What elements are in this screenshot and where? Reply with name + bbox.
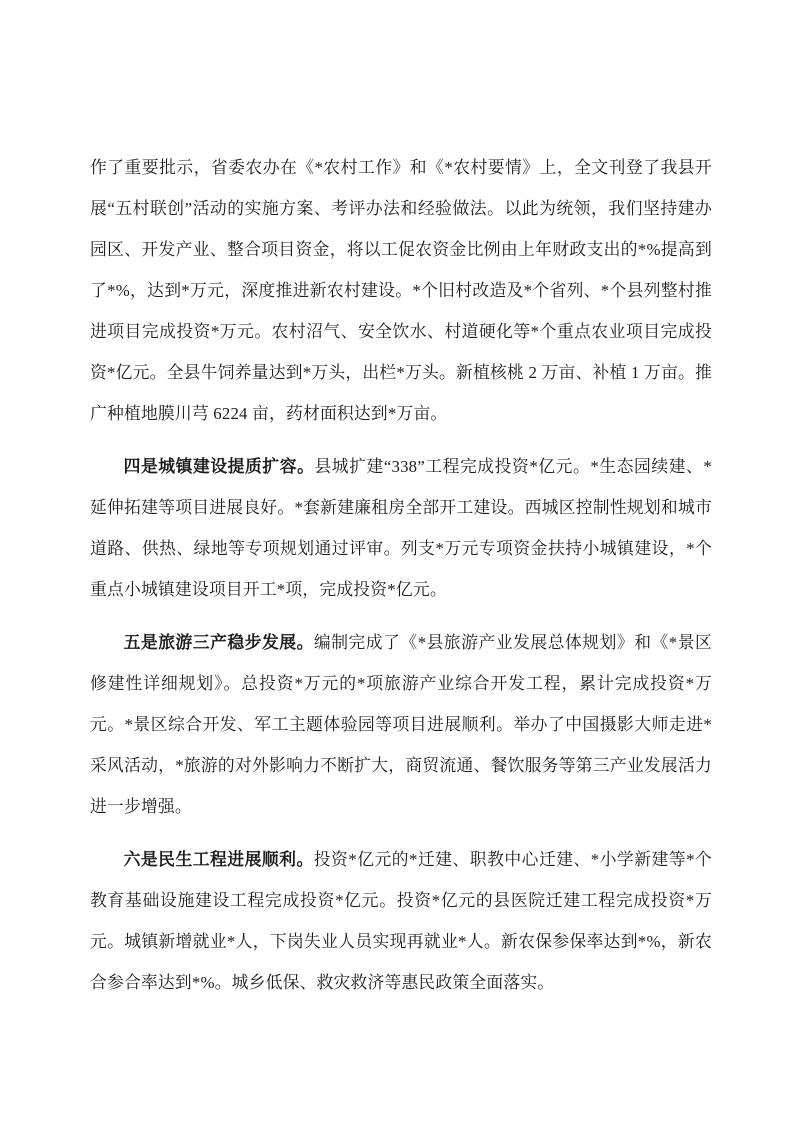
- paragraph-body: 县城扩建“338”工程完成投资*亿元。*生态园续建、*延伸拓建等项目进展良好。*套新建廉租房全部开工建设。西城区控制性规划和城市道路、供热、绿地等专项规划通过评审。列支*万元专项资金扶持小城镇建设，*个重点小城镇建设项目开工*项，完成投资*亿元。: [90, 457, 712, 599]
- paragraph-heading: 五是旅游三产稳步发展。: [123, 633, 314, 652]
- paragraph-heading: 四是城镇建设提质扩容。: [123, 457, 315, 476]
- document-content: [90, 147, 712, 1003]
- paragraph-livelihood-projects: [90, 839, 712, 1003]
- paragraph-urban-construction: [90, 446, 712, 610]
- paragraph-body: 编制完成了《*县旅游产业发展总体规划》和《*景区修建性详细规划》。总投资*万元的*项旅游产业综合开发工程，累计完成投资*万元。*景区综合开发、军工主题体验园等项目进展顺利。举办了中国摄影大师走进*采风活动，*旅游的对外影响力不断扩大，商贸流通、餐饮服务等第三产业发展活力进一步增强。: [90, 633, 713, 816]
- paragraph-continuation: [90, 147, 712, 434]
- paragraph-body: 投资*亿元的*迁建、职教中心迁建、*小学新建等*个教育基础设施建设工程完成投资*亿元。投资*亿元的县医院迁建工程完成投资*万元。城镇新增就业*人，下岗失业人员实现再就业*人。新农保参保率达到*%，新农合参合率达到*%。城乡低保、救灾救济等惠民政策全面落实。: [90, 850, 712, 992]
- paragraph-heading: 六是民生工程进展顺利。: [123, 850, 314, 869]
- paragraph-body: 作了重要批示，省委农办在《*农村工作》和《*农村要情》上，全文刊登了我县开展“五村联创”活动的实施方案、考评办法和经验做法。以此为统领，我们坚持建办园区、开发产业、整合项目资金，将以工促农资金比例由上年财政支出的*%提高到了*%，达到*万元，深度推进新农村建设。*个旧村改造及*个省列、*个县列整村推进项目完成投资*万元。农村沼气、安全饮水、村道硬化等*个重点农业项目完成投资*亿元。全县牛饲养量达到*万头，出栏*万头。新植核桃 2 万亩、补植 1 万亩。推广种植地膜川芎 6224 亩，药材面积达到*万亩。: [90, 158, 712, 423]
- paragraph-tourism-tertiary: [90, 622, 712, 827]
